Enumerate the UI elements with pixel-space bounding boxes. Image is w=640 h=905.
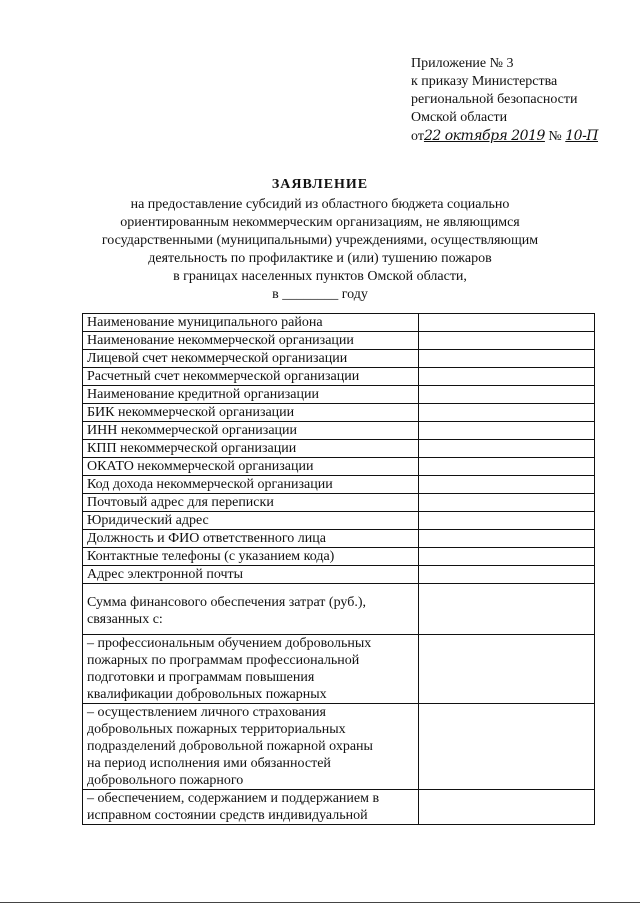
item-label <box>83 704 419 790</box>
row-label: Адрес электронной почты <box>83 566 419 584</box>
appendix-line: Приложение № 3 <box>411 56 514 71</box>
row-value-cell[interactable] <box>419 332 595 350</box>
table-row <box>83 368 595 386</box>
appendix-line: к приказу Министерства <box>411 74 558 89</box>
row-label: Наименование муниципального района <box>83 314 419 332</box>
table-row <box>83 404 595 422</box>
table-row <box>83 440 595 458</box>
document-title: ЗАЯВЛЕНИЕ <box>271 177 369 192</box>
row-value-cell[interactable] <box>419 790 595 825</box>
handwritten-date: 22 октября 2019 <box>423 128 545 144</box>
subtitle-line: деятельность по профилактике и (или) тушению пожаров <box>148 251 492 266</box>
table-row <box>83 458 595 476</box>
row-value-cell[interactable] <box>419 458 595 476</box>
table-row-item <box>83 790 595 825</box>
item-line: исправном состоянии средств индивидуальной <box>87 808 368 823</box>
item-line: – осуществлением личного страхования <box>87 705 326 720</box>
row-value-cell[interactable] <box>419 476 595 494</box>
item-label <box>83 635 419 704</box>
item-line: квалификации добровольных пожарных <box>87 687 327 702</box>
row-label: Контактные телефоны (с указанием кода) <box>83 548 419 566</box>
row-label: Должность и ФИО ответственного лица <box>83 530 419 548</box>
row-label: Наименование кредитной организации <box>83 386 419 404</box>
number-prefix: № <box>548 129 562 144</box>
table-row <box>83 512 595 530</box>
table-row <box>83 566 595 584</box>
subtitle-line: в границах населенных пунктов Омской области, <box>173 269 467 284</box>
row-value-cell[interactable] <box>419 704 595 790</box>
item-line: подготовки и программам повышения <box>87 670 315 685</box>
subtitle-line: ориентированным некоммерческим организациям, не являющимся <box>120 215 520 230</box>
table-row <box>83 422 595 440</box>
row-value-cell[interactable] <box>419 404 595 422</box>
item-line: на период исполнения ими обязанностей <box>87 756 331 771</box>
table-row <box>83 332 595 350</box>
row-value-cell[interactable] <box>419 350 595 368</box>
row-value-cell[interactable] <box>419 314 595 332</box>
row-value-cell[interactable] <box>419 386 595 404</box>
row-value-cell[interactable] <box>419 635 595 704</box>
table-row-item <box>83 704 595 790</box>
item-line: подразделений добровольной пожарной охраны <box>87 739 373 754</box>
row-label: БИК некоммерческой организации <box>83 404 419 422</box>
row-value-cell[interactable] <box>419 368 595 386</box>
application-form-table <box>82 313 595 825</box>
sum-label <box>83 584 419 635</box>
sum-label-line: связанных с: <box>87 612 163 627</box>
item-line: – профессиональным обучением добровольных <box>87 636 372 651</box>
table-row-item <box>83 635 595 704</box>
row-value-cell[interactable] <box>419 548 595 566</box>
table-row <box>83 386 595 404</box>
row-label: Почтовый адрес для переписки <box>83 494 419 512</box>
subtitle-year-line: в ________ году <box>272 287 368 302</box>
row-value-cell[interactable] <box>419 422 595 440</box>
item-line: добровольного пожарного <box>87 773 244 788</box>
item-line: добровольных пожарных территориальных <box>87 722 346 737</box>
row-label: Расчетный счет некоммерческой организации <box>83 368 419 386</box>
row-value-cell[interactable] <box>419 494 595 512</box>
row-value-cell[interactable] <box>419 530 595 548</box>
row-value-cell[interactable] <box>419 512 595 530</box>
item-line: – обеспечением, содержанием и поддержанием в <box>87 791 380 806</box>
table-row <box>83 476 595 494</box>
subtitle-line: государственными (муниципальными) учреждениями, осуществляющим <box>101 233 539 248</box>
sum-label-line: Сумма финансового обеспечения затрат (руб.), <box>87 595 366 610</box>
row-label: КПП некоммерческой организации <box>83 440 419 458</box>
row-label: Юридический адрес <box>83 512 419 530</box>
page-bottom-edge <box>0 902 640 903</box>
handwritten-number: 10-П <box>565 128 599 144</box>
subtitle-line: на предоставление субсидий из областного бюджета социально <box>130 197 510 212</box>
table-row <box>83 548 595 566</box>
appendix-line: Омской области <box>411 110 508 125</box>
row-label: ОКАТО некоммерческой организации <box>83 458 419 476</box>
row-label: Наименование некоммерческой организации <box>83 332 419 350</box>
row-value-cell[interactable] <box>419 584 595 635</box>
table-row <box>83 350 595 368</box>
table-row <box>83 314 595 332</box>
row-value-cell[interactable] <box>419 566 595 584</box>
appendix-line: региональной безопасности <box>411 92 578 107</box>
table-row-sum <box>83 584 595 635</box>
date-prefix: от <box>411 129 424 144</box>
row-label: Код дохода некоммерческой организации <box>83 476 419 494</box>
row-label: ИНН некоммерческой организации <box>83 422 419 440</box>
item-line: пожарных по программам профессиональной <box>87 653 360 668</box>
appendix-block <box>411 55 598 146</box>
table-row <box>83 494 595 512</box>
table-row <box>83 530 595 548</box>
document-subtitle <box>0 196 640 304</box>
row-label: Лицевой счет некоммерческой организации <box>83 350 419 368</box>
item-label <box>83 790 419 825</box>
appendix-date-line <box>411 127 598 146</box>
row-value-cell[interactable] <box>419 440 595 458</box>
